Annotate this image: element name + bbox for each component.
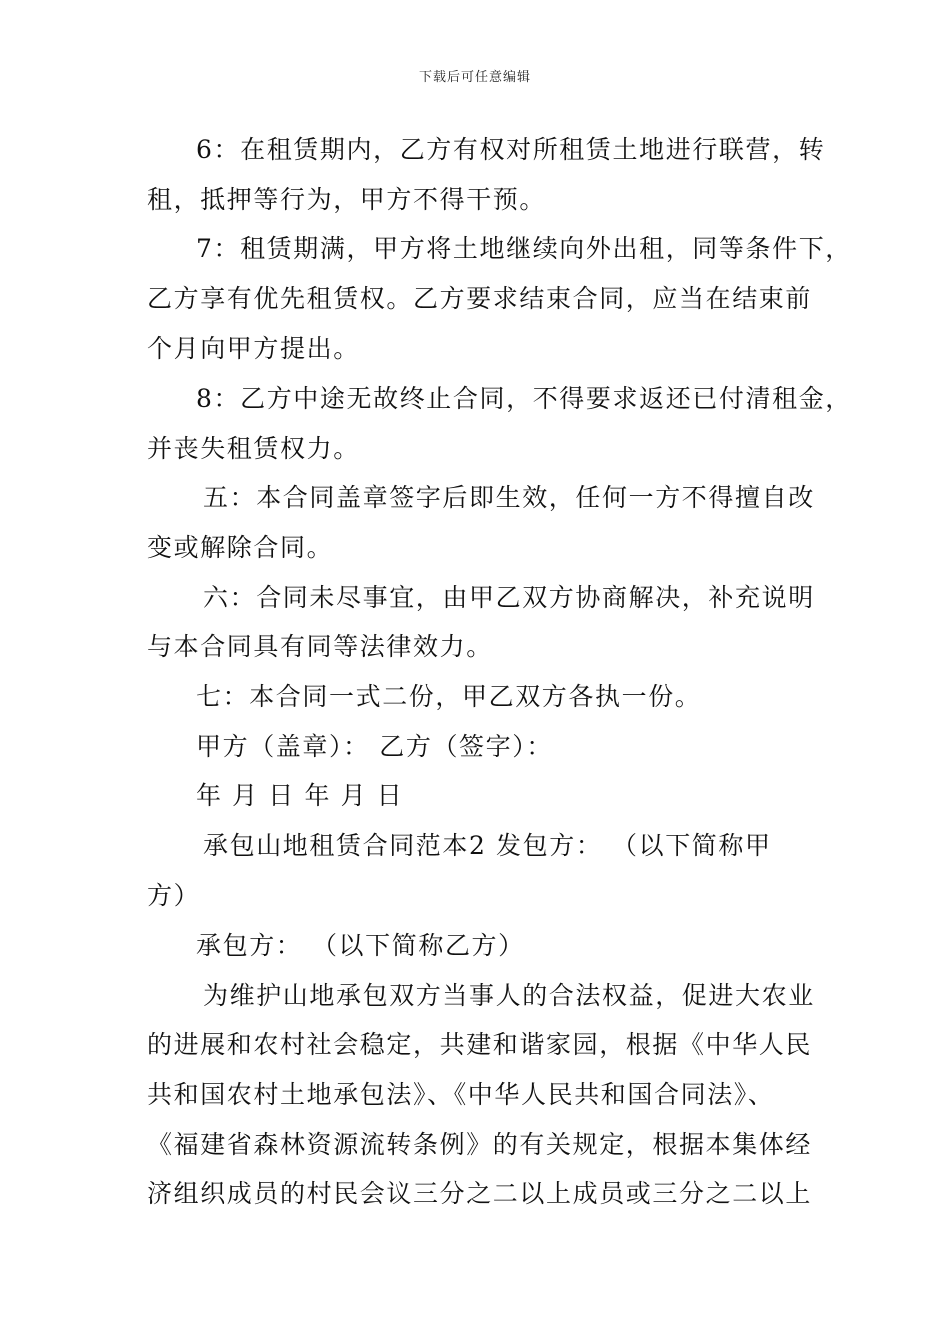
paragraph-line: 共和国农村土地承包法》、《中华人民共和国合同法》、 — [147, 1080, 775, 1109]
date-line: 年 月 日 年 月 日 — [196, 781, 404, 810]
paragraph-line: 的进展和农村社会稳定，共建和谐家园，根据《中华人民 — [147, 1030, 813, 1059]
paragraph-line: 8：乙方中途无故终止合同，不得要求返还已付清租金， — [196, 384, 852, 413]
paragraph-line: 租，抵押等行为，甲方不得干预。 — [147, 185, 547, 214]
paragraph-line: 乙方享有优先租赁权。乙方要求结束合同，应当在结束前 — [147, 284, 813, 313]
paragraph-line: 承包方： （以下简称乙方） — [196, 931, 525, 960]
signature-line: 甲方（盖章）： 乙方（签字）： — [196, 732, 553, 761]
paragraph-line: 与本合同具有同等法律效力。 — [147, 632, 493, 661]
paragraph-line: 方） — [147, 881, 201, 910]
paragraph-line: 七：本合同一式二份，甲乙双方各执一份。 — [196, 682, 702, 711]
paragraph-line: 济组织成员的村民会议三分之二以上成员或三分之二以上 — [147, 1179, 813, 1208]
section-title-line: 承包山地租赁合同范本2 发包方： （以下简称甲 — [203, 831, 772, 860]
paragraph-line: 7：租赁期满，甲方将土地继续向外出租，同等条件下， — [196, 234, 852, 263]
paragraph-line: 为维护山地承包双方当事人的合法权益，促进大农业 — [203, 981, 815, 1010]
paragraph-line: 并丧失租赁权力。 — [147, 434, 360, 463]
paragraph-line: 《福建省森林资源流转条例》的有关规定，根据本集体经 — [147, 1130, 813, 1159]
paragraph-line: 变或解除合同。 — [147, 533, 334, 562]
paragraph-line: 五：本合同盖章签字后即生效，任何一方不得擅自改 — [203, 483, 815, 512]
paragraph-line: 6：在租赁期内，乙方有权对所租赁土地进行联营，转 — [196, 135, 826, 164]
page-header: 下载后可任意编辑 — [418, 70, 531, 85]
paragraph-line: 六：合同未尽事宜，由甲乙双方协商解决，补充说明 — [203, 583, 815, 612]
paragraph-line: 个月向甲方提出。 — [147, 334, 360, 363]
